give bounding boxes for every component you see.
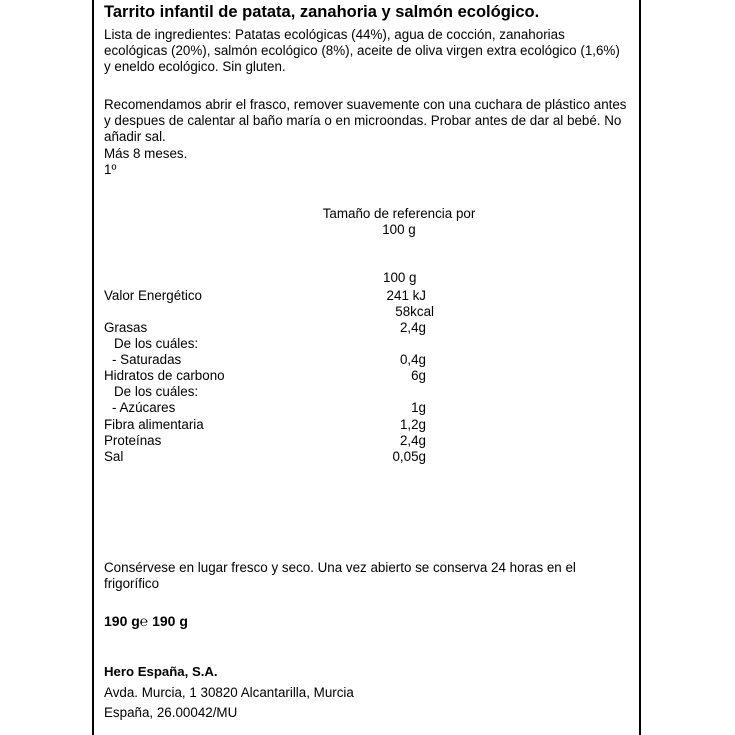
- nutrition-row-value: 2,4g: [399, 320, 426, 335]
- instructions-text: Recomendamos abrir el frasco, remover suavemente con una cuchara de plástico antes y despues de calentar al baño maría o en microondas. Probar antes de dar al bebé. No añadir sal.: [104, 97, 627, 144]
- nutrition-row-label: Valor Energético: [104, 288, 203, 303]
- nutrition-row-value: 6g: [411, 368, 426, 383]
- nutrition-row-label: - Azúcares: [112, 400, 176, 415]
- company-address-line2: España, 26.00042/MU: [104, 705, 238, 720]
- first-mark: 1º: [104, 162, 117, 177]
- nutrition-row-label: Hidratos de carbono: [104, 368, 225, 383]
- nutrition-reference-header: Tamaño de referencia por 100 g: [322, 206, 476, 237]
- nutrition-row-label: De los cuáles:: [114, 336, 199, 351]
- nutrition-row-label: Proteínas: [104, 433, 162, 448]
- company-name: Hero España, S.A.: [104, 664, 218, 679]
- ingredients-text: Lista de ingredientes: Patatas ecológicas (44%), agua de cocción, zanahorias ecológicas (20%), salmón ecológico (8%), aceite de oliva virgen extra ecológico (1,6%) y eneldo ecológico. Sin gluten.: [104, 27, 620, 74]
- nutrition-row-value: 2,4g: [399, 433, 426, 448]
- nutrition-row-label: Sal: [104, 449, 124, 464]
- age-recommendation: Más 8 meses.: [104, 146, 188, 161]
- product-title: Tarrito infantil de patata, zanahoria y salmón ecológico.: [104, 3, 540, 21]
- company-address-line1: Avda. Murcia, 1 30820 Alcantarilla, Murcia: [104, 685, 354, 700]
- nutrition-row-value: 1g: [411, 400, 426, 415]
- nutrition-row-label: Fibra alimentaria: [104, 417, 204, 432]
- conservation-text: Consérvese en lugar fresco y seco. Una vez abierto se conserva 24 horas en el frigorífico: [104, 560, 576, 591]
- nutrition-row-value: 0,4g: [399, 352, 426, 367]
- net-weight: 190 g℮ 190 g: [104, 613, 188, 629]
- nutrition-row-label: - Saturadas: [112, 352, 182, 367]
- nutrition-row-label: De los cuáles:: [114, 384, 199, 399]
- nutrition-row-value: 58kcal: [395, 304, 434, 319]
- nutrition-row-value: 1,2g: [399, 417, 426, 432]
- nutrition-row-value: 0,05g: [392, 449, 426, 464]
- nutrition-row-value: 241 kJ: [386, 288, 426, 303]
- nutrition-column-header: 100 g: [383, 270, 417, 285]
- nutrition-row-label: Grasas: [104, 320, 148, 335]
